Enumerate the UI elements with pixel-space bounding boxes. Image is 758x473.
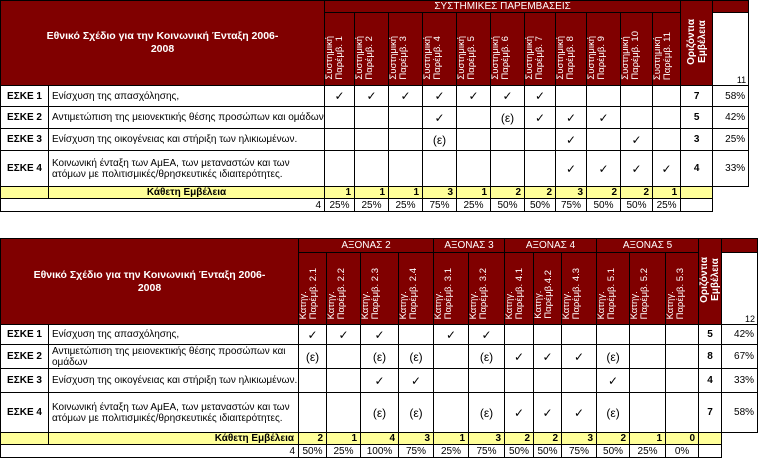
matrix-cell bbox=[457, 107, 491, 129]
vertical-percent: 25% bbox=[653, 199, 681, 212]
row-description: Ενίσχυση της απασχόλησης, bbox=[49, 86, 325, 107]
vertical-percent: 75% bbox=[423, 199, 457, 212]
vertical-percent: 0% bbox=[666, 445, 699, 458]
vertical-percent: 50% bbox=[621, 199, 653, 212]
row-description: Κοινωνική ένταξη των ΑμΕΑ, των μεταναστών και των ατόμων με πολιτισμικές/θρησκευτικές ιδιαιτερότητες. bbox=[49, 151, 325, 187]
column-header: Κατηγ. Παρέμβ. 3.2 bbox=[469, 253, 505, 325]
matrix-cell: ✓ bbox=[423, 86, 457, 107]
vertical-percent: 100% bbox=[361, 445, 399, 458]
row-percent: 58% bbox=[713, 86, 749, 107]
matrix-cell: (ε) bbox=[597, 345, 630, 369]
row-percent: 25% bbox=[713, 129, 749, 151]
vertical-value: 0 bbox=[666, 433, 699, 445]
vertical-value: 2 bbox=[621, 187, 653, 199]
matrix-cell bbox=[630, 345, 666, 369]
group-header: ΣΥΣΤΗΜΙΚΕΣ ΠΑΡΕΜΒΑΣΕΙΣ bbox=[325, 1, 681, 13]
column-header: Κατηγ. Παρέμβ. 5.1 bbox=[597, 253, 630, 325]
matrix-cell bbox=[534, 325, 562, 345]
matrix-cell bbox=[630, 393, 666, 433]
matrix-cell bbox=[525, 151, 556, 187]
matrix-cell bbox=[299, 393, 327, 433]
axis-group-header: ΑΞΟΝΑΣ 5 bbox=[597, 239, 699, 253]
column-header: Συστημική Παρέμβ. 2 bbox=[355, 13, 389, 86]
row-percent: 42% bbox=[722, 325, 758, 345]
matrix-cell bbox=[491, 129, 525, 151]
column-header: Κατηγ. Παρέμβ. 5.2 bbox=[630, 253, 666, 325]
matrix-cell: ✓ bbox=[469, 325, 505, 345]
row-percent: 42% bbox=[713, 107, 749, 129]
matrix-cell: ✓ bbox=[299, 325, 327, 345]
vertical-value: 1 bbox=[630, 433, 666, 445]
matrix-cell bbox=[389, 129, 423, 151]
column-header: Συστημική Παρέμβ. 1 bbox=[325, 13, 355, 86]
matrix-cell: ✓ bbox=[653, 151, 681, 187]
column-header: Συστημική Παρέμβ. 9 bbox=[587, 13, 621, 86]
vertical-percent: 75% bbox=[562, 445, 597, 458]
matrix-cell: (ε) bbox=[399, 345, 434, 369]
header-corner-blank bbox=[722, 239, 758, 253]
row-total: 7 bbox=[681, 86, 713, 107]
matrix-cell bbox=[621, 86, 653, 107]
matrix-cell bbox=[434, 345, 469, 369]
column-header: Συστημική Παρέμβ. 11 bbox=[653, 13, 681, 86]
vertical-value: 1 bbox=[653, 187, 681, 199]
vertical-value: 2 bbox=[525, 187, 556, 199]
matrix-cell: ✓ bbox=[457, 86, 491, 107]
vertical-label: Κάθετη Εμβέλεια bbox=[49, 187, 325, 199]
vertical-percent: 25% bbox=[434, 445, 469, 458]
vertical-percent: 75% bbox=[469, 445, 505, 458]
percent-row-end bbox=[699, 445, 722, 458]
matrix-cell bbox=[562, 369, 597, 393]
corner-number: 11 bbox=[713, 13, 749, 86]
horizontal-header: Οριζόντια Εμβέλεια bbox=[681, 1, 713, 86]
vertical-value: 2 bbox=[597, 433, 630, 445]
matrix-cell bbox=[327, 369, 361, 393]
vertical-percent: 75% bbox=[399, 445, 434, 458]
row-percent: 58% bbox=[722, 393, 758, 433]
matrix-cell: (ε) bbox=[361, 393, 399, 433]
vertical-percent: 25% bbox=[630, 445, 666, 458]
matrix-cell: ✓ bbox=[556, 129, 587, 151]
row-total: 8 bbox=[699, 345, 722, 369]
vertical-row-spacer bbox=[1, 187, 49, 199]
matrix-cell: ✓ bbox=[556, 107, 587, 129]
matrix-cell bbox=[653, 129, 681, 151]
column-header: Κατηγ. Παρέμβ. 4.3 bbox=[562, 253, 597, 325]
matrix-cell: ✓ bbox=[491, 86, 525, 107]
column-header: Συστημική Παρέμβ. 3 bbox=[389, 13, 423, 86]
matrix-cell: ✓ bbox=[534, 345, 562, 369]
row-code: ΕΣΚΕ 3 bbox=[1, 369, 49, 393]
row-percent: 33% bbox=[722, 369, 758, 393]
vertical-value: 3 bbox=[556, 187, 587, 199]
vertical-percent: 50% bbox=[525, 199, 556, 212]
matrix-cell: ✓ bbox=[434, 325, 469, 345]
matrix-cell bbox=[457, 151, 491, 187]
vertical-percent: 50% bbox=[491, 199, 525, 212]
axis-group-header: ΑΞΟΝΑΣ 2 bbox=[299, 239, 434, 253]
row-total: 7 bbox=[699, 393, 722, 433]
column-header: Συστημική Παρέμβ. 4 bbox=[423, 13, 457, 86]
matrix-cell bbox=[355, 107, 389, 129]
vertical-value: 1 bbox=[434, 433, 469, 445]
column-header: Κατηγ. Παρέμβ. 2.3 bbox=[361, 253, 399, 325]
column-header: Συστημική Παρέμβ. 6 bbox=[491, 13, 525, 86]
matrix-cell: ✓ bbox=[562, 345, 597, 369]
vertical-percent: 25% bbox=[327, 445, 361, 458]
matrix-cell: ✓ bbox=[355, 86, 389, 107]
matrix-cell bbox=[587, 129, 621, 151]
vertical-value: 1 bbox=[355, 187, 389, 199]
vertical-value: 1 bbox=[389, 187, 423, 199]
matrix-cell: ✓ bbox=[587, 151, 621, 187]
matrix-cell: ✓ bbox=[327, 325, 361, 345]
table-title: Εθνικό Σχέδιο για την Κοινωνική Ένταξη 2006-2008 bbox=[1, 30, 324, 56]
matrix-cell: ✓ bbox=[597, 369, 630, 393]
row-percent: 67% bbox=[722, 345, 758, 369]
vertical-percent: 25% bbox=[457, 199, 491, 212]
matrix-cell bbox=[653, 86, 681, 107]
axes-table bbox=[0, 238, 758, 458]
row-code: ΕΣΚΕ 2 bbox=[1, 345, 49, 369]
vertical-percent: 50% bbox=[505, 445, 534, 458]
column-header: Κατηγ. Παρέμβ. 3.1 bbox=[434, 253, 469, 325]
matrix-cell: (ε) bbox=[491, 107, 525, 129]
row-code: ΕΣΚΕ 1 bbox=[1, 86, 49, 107]
row-total: 5 bbox=[681, 107, 713, 129]
row-description: Ενίσχυση της οικογένειας και στήριξη των ηλικιωμένων. bbox=[49, 129, 325, 151]
row-total: 4 bbox=[699, 369, 722, 393]
column-header: Κατηγ. Παρέμβ. 2.4 bbox=[399, 253, 434, 325]
matrix-cell bbox=[325, 107, 355, 129]
matrix-cell bbox=[653, 107, 681, 129]
vertical-value: 2 bbox=[505, 433, 534, 445]
vertical-value: 2 bbox=[491, 187, 525, 199]
vertical-value: 1 bbox=[327, 433, 361, 445]
matrix-cell: ✓ bbox=[621, 129, 653, 151]
matrix-cell: (ε) bbox=[469, 393, 505, 433]
row-total: 4 bbox=[681, 151, 713, 187]
matrix-cell: ✓ bbox=[399, 369, 434, 393]
matrix-cell bbox=[399, 325, 434, 345]
matrix-cell: ✓ bbox=[562, 393, 597, 433]
matrix-cell bbox=[355, 151, 389, 187]
vertical-percent: 50% bbox=[534, 445, 562, 458]
matrix-cell bbox=[597, 325, 630, 345]
column-header: Συστημική Παρέμβ. 10 bbox=[621, 13, 653, 86]
vertical-value: 1 bbox=[457, 187, 491, 199]
vertical-row-end bbox=[681, 187, 713, 199]
vertical-percent: 25% bbox=[355, 199, 389, 212]
matrix-cell bbox=[389, 107, 423, 129]
matrix-cell bbox=[525, 129, 556, 151]
vertical-percent: 50% bbox=[299, 445, 327, 458]
vertical-value: 2 bbox=[587, 187, 621, 199]
table-title: Εθνικό Σχέδιο για την Κοινωνική Ένταξη 2006-2008 bbox=[1, 269, 298, 295]
column-header: Κατηγ. Παρέμβ. 4.1 bbox=[505, 253, 534, 325]
row-description: Αντιμετώπιση της μειονεκτικής θέσης προσώπων και ομάδων bbox=[49, 107, 325, 129]
title-cell bbox=[1, 1, 325, 86]
vertical-value: 2 bbox=[299, 433, 327, 445]
matrix-cell bbox=[299, 369, 327, 393]
matrix-cell: (ε) bbox=[423, 129, 457, 151]
column-header: Κατηγ. Παρέμβ. 5.3 bbox=[666, 253, 699, 325]
matrix-cell: ✓ bbox=[505, 345, 534, 369]
percent-row-blank bbox=[722, 445, 758, 458]
matrix-cell bbox=[630, 325, 666, 345]
matrix-cell: (ε) bbox=[299, 345, 327, 369]
matrix-cell: ✓ bbox=[361, 325, 399, 345]
matrix-cell bbox=[327, 393, 361, 433]
percent-row-end bbox=[681, 199, 713, 212]
vertical-row-end bbox=[699, 433, 722, 445]
percent-lead: 4 bbox=[1, 445, 299, 458]
matrix-cell bbox=[562, 325, 597, 345]
matrix-cell bbox=[556, 86, 587, 107]
matrix-cell bbox=[534, 369, 562, 393]
row-total: 5 bbox=[699, 325, 722, 345]
vertical-percent: 25% bbox=[325, 199, 355, 212]
row-description: Κοινωνική ένταξη των ΑμΕΑ, των μεταναστών και των ατόμων με πολιτισμικές/θρησκευτικές ιδιαιτερότητες. bbox=[49, 393, 299, 433]
percent-row-blank bbox=[713, 199, 749, 212]
vertical-value: 3 bbox=[423, 187, 457, 199]
matrix-cell: ✓ bbox=[621, 151, 653, 187]
matrix-cell bbox=[630, 369, 666, 393]
column-header: Συστημική Παρέμβ. 8 bbox=[556, 13, 587, 86]
row-code: ΕΣΚΕ 2 bbox=[1, 107, 49, 129]
row-description: Αντιμετώπιση της μειονεκτικής θέσης προσώπων και ομάδων bbox=[49, 345, 299, 369]
matrix-cell bbox=[505, 325, 534, 345]
title-cell bbox=[1, 239, 299, 325]
matrix-cell: ✓ bbox=[525, 107, 556, 129]
matrix-cell: ✓ bbox=[534, 393, 562, 433]
matrix-cell bbox=[666, 369, 699, 393]
matrix-cell: ✓ bbox=[361, 369, 399, 393]
column-header: Κατηγ. Παρέμβ. 2.1 bbox=[299, 253, 327, 325]
column-header: Συστημική Παρέμβ. 5 bbox=[457, 13, 491, 86]
matrix-cell bbox=[621, 107, 653, 129]
column-header: Κατηγ. Παρέμβ. 2.2 bbox=[327, 253, 361, 325]
matrix-cell: ✓ bbox=[423, 107, 457, 129]
row-description: Ενίσχυση της οικογένειας και στήριξη των ηλικιωμένων. bbox=[49, 369, 299, 393]
column-header: Συστημική Παρέμβ. 7 bbox=[525, 13, 556, 86]
matrix-cell bbox=[423, 151, 457, 187]
row-percent: 33% bbox=[713, 151, 749, 187]
header-corner-blank bbox=[713, 1, 749, 13]
vertical-percent: 50% bbox=[587, 199, 621, 212]
vertical-value: 2 bbox=[534, 433, 562, 445]
matrix-cell: (ε) bbox=[597, 393, 630, 433]
vertical-value: 1 bbox=[325, 187, 355, 199]
matrix-cell: ✓ bbox=[389, 86, 423, 107]
matrix-cell bbox=[505, 369, 534, 393]
matrix-cell: (ε) bbox=[399, 393, 434, 433]
vertical-value: 3 bbox=[562, 433, 597, 445]
matrix-cell bbox=[587, 86, 621, 107]
vertical-label: Κάθετη Εμβέλεια bbox=[49, 433, 299, 445]
axis-group-header: ΑΞΟΝΑΣ 4 bbox=[505, 239, 597, 253]
matrix-cell: ✓ bbox=[505, 393, 534, 433]
vertical-value: 3 bbox=[399, 433, 434, 445]
matrix-cell bbox=[666, 345, 699, 369]
vertical-row-blank bbox=[713, 187, 749, 199]
row-code: ΕΣΚΕ 3 bbox=[1, 129, 49, 151]
row-code: ΕΣΚΕ 4 bbox=[1, 393, 49, 433]
vertical-row-spacer bbox=[1, 433, 49, 445]
percent-lead: 4 bbox=[1, 199, 325, 212]
vertical-percent: 25% bbox=[389, 199, 423, 212]
matrix-cell: (ε) bbox=[361, 345, 399, 369]
vertical-row-blank bbox=[722, 433, 758, 445]
row-code: ΕΣΚΕ 1 bbox=[1, 325, 49, 345]
matrix-cell: ✓ bbox=[587, 107, 621, 129]
matrix-cell: ✓ bbox=[325, 86, 355, 107]
vertical-percent: 75% bbox=[556, 199, 587, 212]
systemic-interventions-table bbox=[0, 0, 749, 212]
axis-group-header: ΑΞΟΝΑΣ 3 bbox=[434, 239, 505, 253]
vertical-value: 3 bbox=[469, 433, 505, 445]
matrix-cell bbox=[355, 129, 389, 151]
matrix-cell bbox=[666, 393, 699, 433]
row-code: ΕΣΚΕ 4 bbox=[1, 151, 49, 187]
matrix-cell bbox=[327, 345, 361, 369]
row-total: 3 bbox=[681, 129, 713, 151]
vertical-value: 4 bbox=[361, 433, 399, 445]
matrix-cell bbox=[434, 369, 469, 393]
matrix-cell bbox=[469, 369, 505, 393]
matrix-cell bbox=[491, 151, 525, 187]
vertical-percent: 50% bbox=[597, 445, 630, 458]
matrix-cell bbox=[389, 151, 423, 187]
matrix-cell bbox=[666, 325, 699, 345]
column-header: Κατηγ. Παρέμβ.4.2 bbox=[534, 253, 562, 325]
corner-number: 12 bbox=[722, 253, 758, 325]
matrix-cell bbox=[325, 151, 355, 187]
matrix-cell: (ε) bbox=[469, 345, 505, 369]
matrix-cell bbox=[434, 393, 469, 433]
matrix-cell bbox=[457, 129, 491, 151]
matrix-cell: ✓ bbox=[525, 86, 556, 107]
matrix-cell: ✓ bbox=[556, 151, 587, 187]
horizontal-header: Οριζόντια Εμβέλεια bbox=[699, 239, 722, 325]
matrix-cell bbox=[325, 129, 355, 151]
row-description: Ενίσχυση της απασχόλησης, bbox=[49, 325, 299, 345]
